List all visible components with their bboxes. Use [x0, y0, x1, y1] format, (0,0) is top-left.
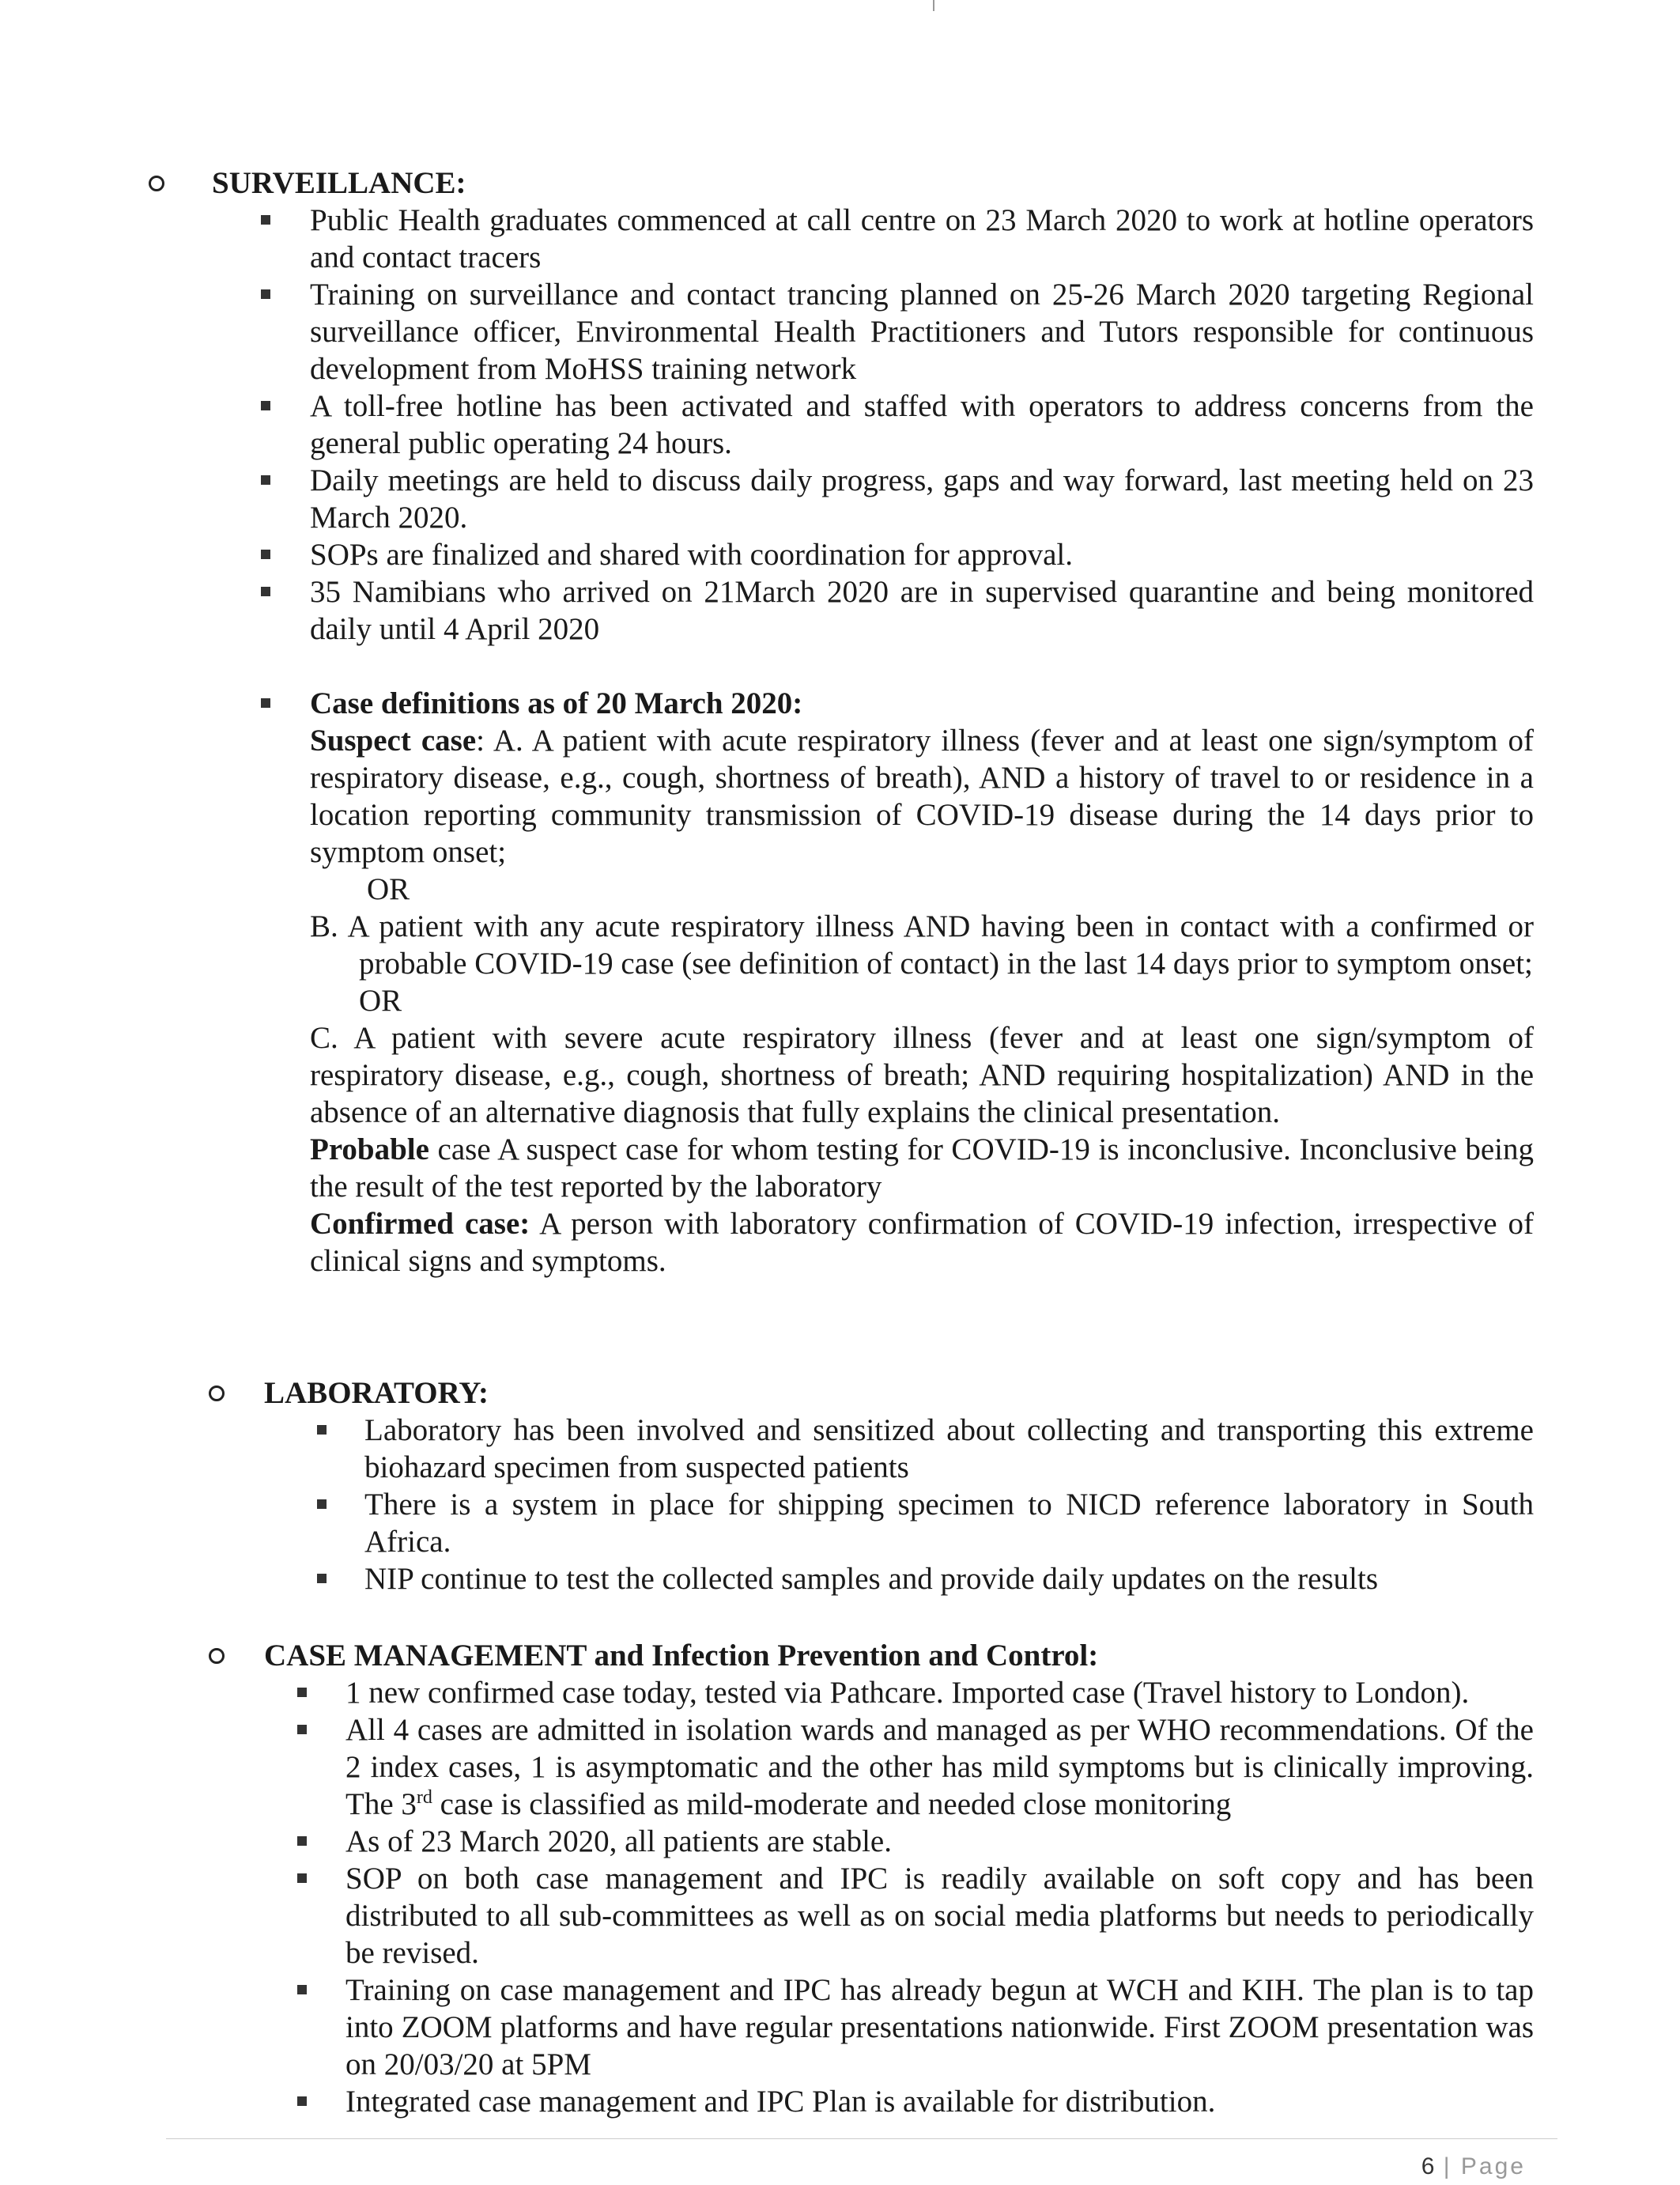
list-item: Training on surveillance and contact trancing planned on 25-26 March 2020 targeting Regional surveillance officer, Environmental Health Practitioners and Tutors responsible for continuous development from MoHSS training network: [212, 276, 1534, 387]
suspect-case-c: C. A patient with severe acute respiratory illness (fever and at least one sign/symptom of respiratory disease, e.g., cough, shortness of breath; AND requiring hospitalization) AND in the absence of an alternative diagnosis that fully explains the clinical presentation.: [310, 1021, 1534, 1129]
page-label: Page: [1460, 2153, 1526, 2179]
case-management-section: [212, 1637, 1534, 2120]
list-item: 1 new confirmed case today, tested via Pathcare. Imported case (Travel history to London).: [212, 1674, 1534, 1711]
surveillance-heading: SURVEILLANCE:: [212, 164, 1534, 202]
case-management-heading: CASE MANAGEMENT and Infection Prevention and Control:: [264, 1637, 1534, 1674]
footer-divider: [166, 2138, 1557, 2139]
list-item: NIP continue to test the collected samples and provide daily updates on the results: [212, 1560, 1534, 1597]
list-item: Laboratory has been involved and sensitized about collecting and transporting this extreme biohazard specimen from suspected patients: [212, 1412, 1534, 1486]
scan-mark: [933, 0, 934, 11]
list-item: Training on case management and IPC has already begun at WCH and KIH. The plan is to tap into ZOOM platforms and have regular presentations nationwide. First ZOOM presentation was on 20/03/20 at 5PM: [212, 1971, 1534, 2083]
hollow-circle-bullet-icon: [209, 1385, 225, 1401]
list-item: SOPs are finalized and shared with coordination for approval.: [212, 536, 1534, 573]
list-item: Integrated case management and IPC Plan is available for distribution.: [212, 2083, 1534, 2120]
list-item: 35 Namibians who arrived on 21March 2020 are in supervised quarantine and being monitored daily until 4 April 2020: [212, 573, 1534, 648]
surveillance-list: [212, 202, 1534, 648]
list-item: Public Health graduates commenced at call centre on 23 March 2020 to work at hotline operators and contact tracers: [212, 202, 1534, 276]
suspect-case-a: Suspect case: A. A patient with acute respiratory illness (fever and at least one sign/symptom of respiratory disease, e.g., cough, shortness of breath), AND a history of travel to or residence in a location reporting community transmission of COVID-19 disease during the 14 days prior to symptom onset;: [310, 724, 1534, 869]
case-definitions-item: [212, 685, 1534, 1280]
or-separator: OR: [367, 872, 410, 906]
list-item: As of 23 March 2020, all patients are stable.: [212, 1823, 1534, 1860]
hollow-circle-bullet-icon: [149, 176, 164, 191]
list-item: All 4 cases are admitted in isolation wards and managed as per WHO recommendations. Of the 2 index cases, 1 is asymptomatic and the other has mild symptoms but is clinically improving. The 3rd case is classified as mild-moderate and needed close monitoring: [212, 1711, 1534, 1823]
laboratory-heading: LABORATORY:: [264, 1374, 1534, 1412]
list-item: There is a system in place for shipping specimen to NICD reference laboratory in South Africa.: [212, 1486, 1534, 1560]
page-footer: 6 | Page: [1421, 2153, 1526, 2179]
laboratory-list: [212, 1412, 1534, 1597]
case-definitions-list: [212, 685, 1534, 1280]
or-separator: OR: [359, 984, 402, 1018]
hollow-circle-bullet-icon: [209, 1648, 225, 1664]
page-number: 6: [1421, 2153, 1435, 2179]
list-item: A toll-free hotline has been activated and staffed with operators to address concerns from the general public operating 24 hours.: [212, 387, 1534, 462]
case-management-list: [212, 1674, 1534, 2120]
case-definitions-heading: Case definitions as of 20 March 2020:: [310, 686, 803, 720]
list-item: Daily meetings are held to discuss daily progress, gaps and way forward, last meeting held on 23 March 2020.: [212, 462, 1534, 536]
list-item: SOP on both case management and IPC is readily available on soft copy and has been distributed to all sub-committees as well as on social media platforms but needs to periodically be revised.: [212, 1860, 1534, 1971]
suspect-case-b: B. A patient with any acute respiratory illness AND having been in contact with a confirmed or probable COVID-19 case (see definition of contact) in the last 14 days prior to symptom onset;: [310, 909, 1534, 981]
surveillance-section: [212, 164, 1534, 1280]
probable-case: Probable case A suspect case for whom testing for COVID-19 is inconclusive. Inconclusive being the result of the test reported by the laboratory: [310, 1132, 1534, 1204]
laboratory-section: [212, 1374, 1534, 1597]
confirmed-case: Confirmed case: A person with laboratory confirmation of COVID-19 infection, irrespective of clinical signs and symptoms.: [310, 1207, 1534, 1278]
